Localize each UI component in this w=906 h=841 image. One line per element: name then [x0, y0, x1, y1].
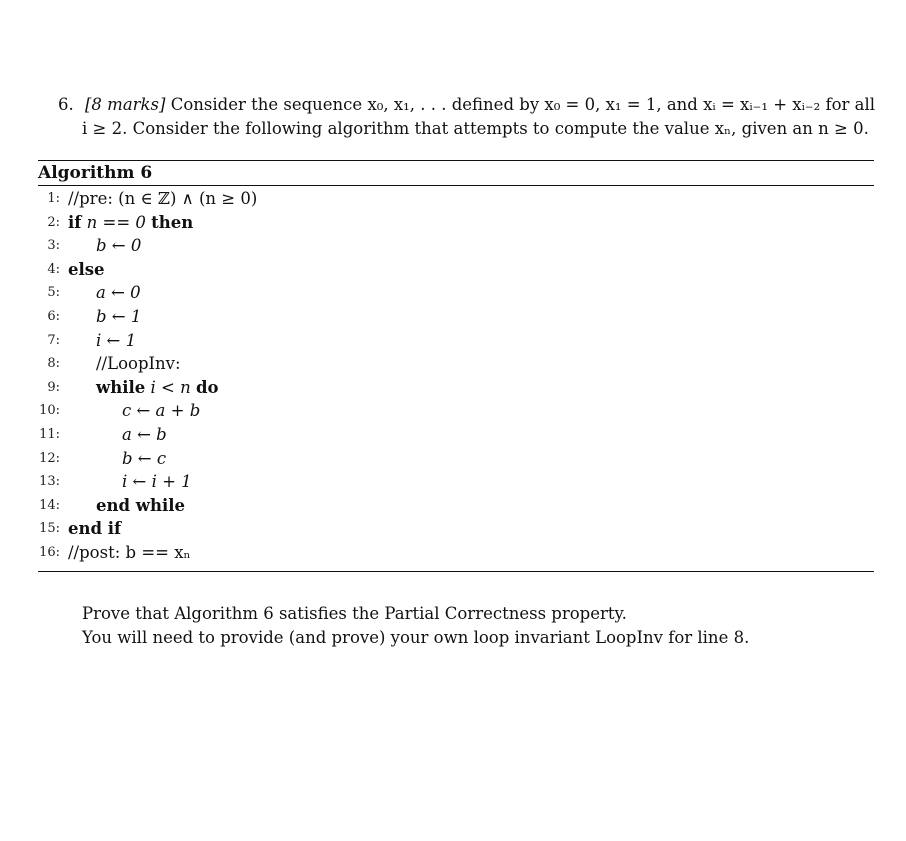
line-code	[96, 352, 181, 376]
statement-text: a ← b	[122, 424, 167, 444]
algorithm-line	[38, 376, 874, 400]
statement-text: c ← a + b	[122, 401, 201, 421]
algorithm-line	[38, 399, 874, 423]
line-number: 2:	[47, 214, 60, 230]
line-code	[122, 423, 167, 447]
statement-text: b ← c	[122, 448, 167, 468]
algorithm-line	[38, 494, 874, 518]
keyword: while	[96, 377, 146, 397]
question-line-2: i ≥ 2. Consider the following algorithm that attempts to compute the value xₙ, given an n ≥ 0.	[82, 119, 869, 138]
line-code	[96, 234, 141, 258]
line-code	[68, 258, 105, 282]
line-code	[96, 281, 141, 305]
line-code	[68, 517, 121, 541]
line-code	[122, 399, 200, 423]
statement-text: i ← 1	[96, 330, 137, 350]
line-number: 12:	[39, 450, 60, 466]
keyword: end if	[68, 519, 122, 539]
statement-text: i < n	[150, 377, 191, 397]
statement-text: i ← i + 1	[122, 472, 192, 492]
algorithm-block	[38, 160, 874, 572]
line-number: 11:	[39, 426, 60, 442]
line-number: 9:	[47, 379, 60, 395]
algorithm-line	[38, 517, 874, 541]
algorithm-line	[38, 541, 874, 565]
line-number: 15:	[39, 521, 60, 537]
line-number: 10:	[39, 403, 60, 419]
question-text	[58, 93, 878, 141]
algorithm-lines	[38, 186, 874, 565]
algorithm-line	[38, 211, 874, 235]
line-code	[96, 305, 141, 329]
algorithm-bottom-rule	[38, 571, 874, 572]
algorithm-line	[38, 258, 874, 282]
line-code	[96, 329, 136, 353]
statement-text: b ← 0	[96, 236, 142, 256]
line-number: 5:	[47, 285, 60, 301]
keyword: end while	[96, 495, 186, 515]
algorithm-line	[38, 423, 874, 447]
question-line-1-text: Consider the sequence x₀, x₁, . . . defined by x₀ = 0, x₁ = 1, and xᵢ = xᵢ₋₁ + xᵢ₋₂ for all	[170, 95, 876, 114]
keyword: then	[151, 212, 194, 232]
line-code	[122, 447, 166, 471]
line-number: 16:	[39, 544, 60, 560]
algorithm-line	[38, 470, 874, 494]
line-number: 13:	[39, 474, 60, 490]
algorithm-title: Algorithm 6	[38, 163, 153, 183]
prove-line-1: Prove that Algorithm 6 satisfies the Partial Correctness property.	[82, 604, 627, 623]
question-number: 6.	[58, 95, 74, 114]
statement-text: a ← 0	[96, 283, 141, 303]
algorithm-line	[38, 447, 874, 471]
algorithm-line	[38, 329, 874, 353]
line-code	[122, 470, 192, 494]
line-code	[96, 494, 185, 518]
prove-line-2: You will need to provide (and prove) your own loop invariant LoopInv for line 8.	[82, 628, 750, 647]
question-marks: [8 marks]	[85, 95, 166, 114]
line-number: 1:	[47, 191, 60, 206]
algorithm-line	[38, 352, 874, 376]
algorithm-line	[38, 234, 874, 258]
line-code	[68, 187, 257, 211]
statement-text: b ← 1	[96, 306, 142, 326]
algorithm-line	[38, 187, 874, 211]
prove-instructions	[82, 602, 882, 650]
algorithm-line	[38, 281, 874, 305]
comment-text: //pre: (n ∈ ℤ) ∧ (n ≥ 0)	[68, 189, 258, 208]
line-number: 4:	[47, 261, 60, 277]
line-code	[68, 541, 191, 565]
line-number: 6:	[47, 308, 60, 324]
comment-text: //LoopInv:	[96, 354, 181, 374]
line-code	[96, 376, 219, 400]
line-number: 3:	[47, 238, 60, 254]
line-number: 8:	[47, 356, 60, 372]
keyword: if	[68, 212, 82, 232]
keyword: else	[68, 259, 105, 279]
line-code	[68, 211, 193, 235]
line-number: 14:	[39, 497, 60, 513]
question-line-1	[58, 93, 878, 117]
line-number: 7:	[47, 332, 60, 348]
algorithm-line	[38, 305, 874, 329]
statement-text: n == 0	[86, 212, 146, 232]
keyword: do	[195, 377, 219, 397]
comment-text: //post: b == xₙ	[68, 542, 191, 562]
